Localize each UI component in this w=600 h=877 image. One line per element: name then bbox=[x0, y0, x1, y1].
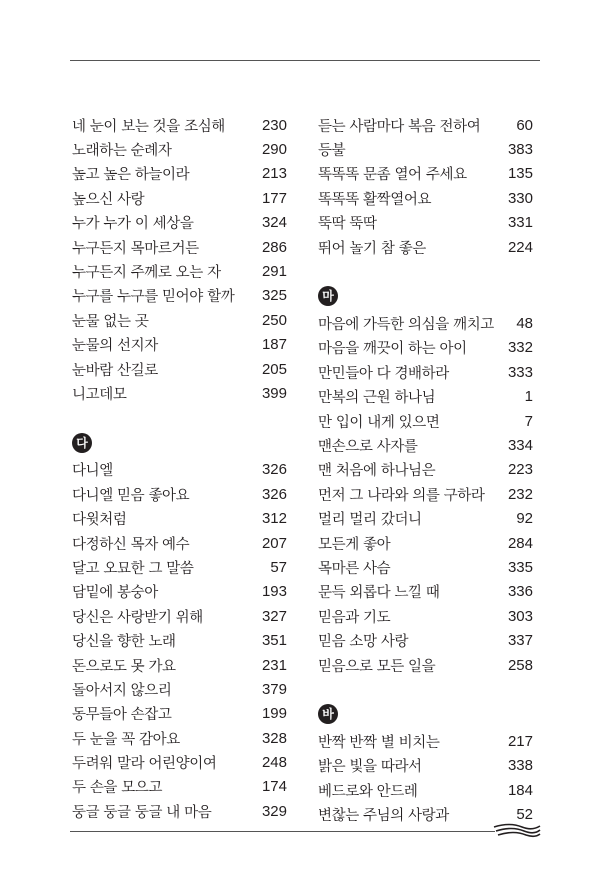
entry-page-number: 205 bbox=[261, 360, 287, 378]
ba-group-list bbox=[318, 729, 533, 827]
index-entry bbox=[72, 628, 287, 652]
entry-title: 다니엘 믿음 좋아요 bbox=[72, 487, 190, 504]
index-entry bbox=[72, 113, 287, 137]
entry-title: 목마른 사슴 bbox=[318, 560, 391, 577]
index-entry bbox=[318, 336, 533, 360]
entry-title: 만복의 근원 하나님 bbox=[318, 390, 436, 407]
entry-title: 달고 오묘한 그 말씀 bbox=[72, 560, 194, 577]
entry-page-number: 328 bbox=[261, 729, 287, 747]
entry-title: 누구든지 주께로 오는 자 bbox=[72, 265, 221, 282]
index-entry bbox=[72, 677, 287, 701]
da-group-tail bbox=[318, 113, 533, 259]
entry-page-number: 331 bbox=[507, 214, 533, 232]
entry-page-number: 207 bbox=[261, 534, 287, 552]
entry-title: 믿음과 기도 bbox=[318, 609, 391, 626]
entry-page-number: 330 bbox=[507, 189, 533, 207]
right-column bbox=[318, 113, 533, 827]
entry-title: 모든게 좋아 bbox=[318, 536, 391, 553]
entry-page-number: 286 bbox=[261, 238, 287, 256]
entry-title: 네 눈이 보는 것을 조심해 bbox=[72, 118, 225, 135]
entry-title: 높고 높은 하늘이라 bbox=[72, 167, 190, 184]
entry-page-number: 383 bbox=[507, 141, 533, 159]
entry-title: 두 눈을 꼭 감아요 bbox=[72, 731, 180, 748]
entry-title: 밝은 빛을 따라서 bbox=[318, 759, 422, 776]
section-badge-ma: 마 bbox=[318, 286, 338, 306]
entry-title: 맨 처음에 하나님은 bbox=[318, 463, 436, 480]
entry-page-number: 92 bbox=[516, 510, 533, 528]
index-entry bbox=[72, 458, 287, 482]
entry-title: 눈물 없는 곳 bbox=[72, 313, 149, 330]
index-entry bbox=[318, 385, 533, 409]
entry-page-number: 351 bbox=[261, 632, 287, 650]
section-gap bbox=[318, 259, 533, 281]
entry-page-number: 332 bbox=[507, 339, 533, 357]
entry-title: 만 입이 내게 있으면 bbox=[318, 414, 440, 431]
entry-title: 변찮는 주님의 사랑과 bbox=[318, 808, 449, 825]
section-badge-ba: 바 bbox=[318, 704, 338, 724]
entry-page-number: 325 bbox=[261, 287, 287, 305]
entry-title: 먼저 그 나라와 의를 구하라 bbox=[318, 487, 485, 504]
entry-page-number: 193 bbox=[261, 583, 287, 601]
entry-title: 문득 외롭다 느낄 때 bbox=[318, 585, 440, 602]
entry-title: 당신을 향한 노래 bbox=[72, 634, 176, 651]
index-entry bbox=[72, 531, 287, 555]
index-entry bbox=[72, 235, 287, 259]
entry-page-number: 48 bbox=[516, 315, 533, 333]
section-badge-da: 다 bbox=[72, 433, 92, 453]
index-entry bbox=[318, 506, 533, 530]
entry-title: 누가 누가 이 세상을 bbox=[72, 216, 194, 233]
entry-page-number: 290 bbox=[261, 141, 287, 159]
entry-title: 노래하는 순례자 bbox=[72, 143, 172, 160]
index-entry bbox=[318, 729, 533, 753]
entry-page-number: 177 bbox=[261, 189, 287, 207]
section-gap bbox=[318, 677, 533, 699]
entry-page-number: 1 bbox=[524, 388, 533, 406]
index-entry bbox=[318, 409, 533, 433]
index-entry bbox=[318, 137, 533, 161]
index-entry bbox=[72, 506, 287, 530]
entry-title: 동무들아 손잡고 bbox=[72, 707, 172, 724]
entry-page-number: 60 bbox=[516, 116, 533, 134]
entry-page-number: 223 bbox=[507, 461, 533, 479]
entry-page-number: 324 bbox=[261, 214, 287, 232]
index-entry bbox=[72, 653, 287, 677]
da-group-list bbox=[72, 458, 287, 824]
entry-page-number: 213 bbox=[261, 165, 287, 183]
entry-title: 뚝딱 뚝딱 bbox=[318, 216, 377, 233]
entry-title: 돈으로도 못 가요 bbox=[72, 658, 176, 675]
entry-page-number: 336 bbox=[507, 583, 533, 601]
index-entry bbox=[318, 778, 533, 802]
entry-page-number: 338 bbox=[507, 757, 533, 775]
index-entry bbox=[72, 137, 287, 161]
index-entry bbox=[318, 555, 533, 579]
entry-page-number: 291 bbox=[261, 263, 287, 281]
entry-title: 듣는 사람마다 복음 전하여 bbox=[318, 118, 481, 135]
index-entry bbox=[72, 162, 287, 186]
index-entry bbox=[72, 211, 287, 235]
index-entry bbox=[72, 186, 287, 210]
section-gap bbox=[72, 406, 287, 428]
entry-page-number: 187 bbox=[261, 336, 287, 354]
entry-title: 다정하신 목자 예수 bbox=[72, 536, 190, 553]
entry-title: 맨손으로 사자를 bbox=[318, 438, 418, 455]
index-entry bbox=[318, 458, 533, 482]
index-entry bbox=[72, 604, 287, 628]
entry-title: 눈물의 선지자 bbox=[72, 338, 158, 355]
entry-title: 다윗처럼 bbox=[72, 512, 127, 529]
index-entry bbox=[72, 284, 287, 308]
entry-title: 누구든지 목마르거든 bbox=[72, 240, 199, 257]
index-entry bbox=[318, 628, 533, 652]
index-entry bbox=[318, 433, 533, 457]
entry-page-number: 329 bbox=[261, 802, 287, 820]
entry-page-number: 333 bbox=[507, 363, 533, 381]
entry-title: 베드로와 안드레 bbox=[318, 783, 418, 800]
index-entry bbox=[72, 357, 287, 381]
entry-page-number: 57 bbox=[270, 558, 287, 576]
entry-title: 마음에 가득한 의심을 깨치고 bbox=[318, 317, 494, 334]
index-entry bbox=[318, 360, 533, 384]
entry-page-number: 217 bbox=[507, 732, 533, 750]
entry-title: 돌아서지 않으리 bbox=[72, 682, 172, 699]
index-entry bbox=[318, 754, 533, 778]
na-group-tail bbox=[72, 113, 287, 406]
entry-page-number: 174 bbox=[261, 778, 287, 796]
wave-ornament-icon bbox=[492, 818, 542, 842]
index-entry bbox=[72, 381, 287, 405]
entry-title: 두 손을 모으고 bbox=[72, 780, 163, 797]
entry-title: 니고데모 bbox=[72, 386, 127, 403]
entry-title: 똑똑똑 활짝열어요 bbox=[318, 191, 432, 208]
entry-page-number: 399 bbox=[261, 384, 287, 402]
index-entry bbox=[318, 211, 533, 235]
entry-title: 누구를 누구를 믿어야 할까 bbox=[72, 289, 235, 306]
section-header-ma bbox=[318, 281, 533, 311]
index-entry bbox=[72, 799, 287, 823]
entry-page-number: 326 bbox=[261, 461, 287, 479]
entry-page-number: 230 bbox=[261, 116, 287, 134]
index-entry bbox=[72, 259, 287, 283]
index-entry bbox=[72, 333, 287, 357]
index-entry bbox=[318, 482, 533, 506]
entry-title: 믿음으로 모든 일을 bbox=[318, 658, 436, 675]
entry-title: 등불 bbox=[318, 143, 346, 160]
section-header-ba bbox=[318, 699, 533, 729]
entry-title: 다니엘 bbox=[72, 463, 113, 480]
entry-page-number: 335 bbox=[507, 558, 533, 576]
index-entry bbox=[318, 531, 533, 555]
index-entry bbox=[72, 726, 287, 750]
bottom-rule bbox=[70, 831, 495, 832]
entry-page-number: 284 bbox=[507, 534, 533, 552]
index-entry bbox=[318, 186, 533, 210]
index-entry bbox=[318, 162, 533, 186]
index-entry bbox=[72, 580, 287, 604]
entry-page-number: 52 bbox=[516, 806, 533, 824]
entry-title: 멀리 멀리 갔더니 bbox=[318, 512, 422, 529]
entry-page-number: 224 bbox=[507, 238, 533, 256]
index-entry bbox=[72, 482, 287, 506]
entry-title: 똑똑똑 문좀 열어 주세요 bbox=[318, 167, 467, 184]
entry-page-number: 258 bbox=[507, 656, 533, 674]
entry-title: 눈바람 산길로 bbox=[72, 362, 158, 379]
index-entry bbox=[72, 702, 287, 726]
entry-title: 당신은 사랑받기 위해 bbox=[72, 609, 203, 626]
section-header-da bbox=[72, 428, 287, 458]
entry-page-number: 248 bbox=[261, 754, 287, 772]
entry-page-number: 312 bbox=[261, 510, 287, 528]
top-rule bbox=[70, 60, 540, 61]
index-entry bbox=[72, 308, 287, 332]
entry-title: 담밑에 봉숭아 bbox=[72, 585, 158, 602]
entry-title: 둥글 둥글 둥글 내 마음 bbox=[72, 804, 212, 821]
entry-page-number: 135 bbox=[507, 165, 533, 183]
entry-title: 만민들아 다 경배하라 bbox=[318, 365, 449, 382]
entry-page-number: 327 bbox=[261, 607, 287, 625]
index-entry bbox=[318, 235, 533, 259]
entry-page-number: 232 bbox=[507, 485, 533, 503]
index-entry bbox=[72, 750, 287, 774]
entry-title: 두려워 말라 어린양이여 bbox=[72, 756, 217, 773]
entry-title: 높으신 사랑 bbox=[72, 191, 145, 208]
entry-page-number: 379 bbox=[261, 680, 287, 698]
entry-page-number: 303 bbox=[507, 607, 533, 625]
index-entry bbox=[318, 580, 533, 604]
entry-page-number: 337 bbox=[507, 632, 533, 650]
index-entry bbox=[318, 113, 533, 137]
ma-group-list bbox=[318, 311, 533, 677]
entry-page-number: 334 bbox=[507, 436, 533, 454]
entry-page-number: 326 bbox=[261, 485, 287, 503]
index-entry bbox=[72, 775, 287, 799]
entry-page-number: 7 bbox=[524, 412, 533, 430]
left-column bbox=[72, 113, 287, 824]
entry-title: 반짝 반짝 별 비치는 bbox=[318, 734, 440, 751]
index-entry bbox=[318, 653, 533, 677]
index-entry bbox=[72, 555, 287, 579]
entry-page-number: 184 bbox=[507, 781, 533, 799]
index-entry bbox=[318, 311, 533, 335]
entry-page-number: 250 bbox=[261, 311, 287, 329]
entry-title: 뛰어 놀기 참 좋은 bbox=[318, 240, 426, 257]
entry-title: 믿음 소망 사랑 bbox=[318, 634, 409, 651]
entry-title: 마음을 깨끗이 하는 아이 bbox=[318, 341, 467, 358]
entry-page-number: 199 bbox=[261, 705, 287, 723]
index-entry bbox=[318, 604, 533, 628]
entry-page-number: 231 bbox=[261, 656, 287, 674]
